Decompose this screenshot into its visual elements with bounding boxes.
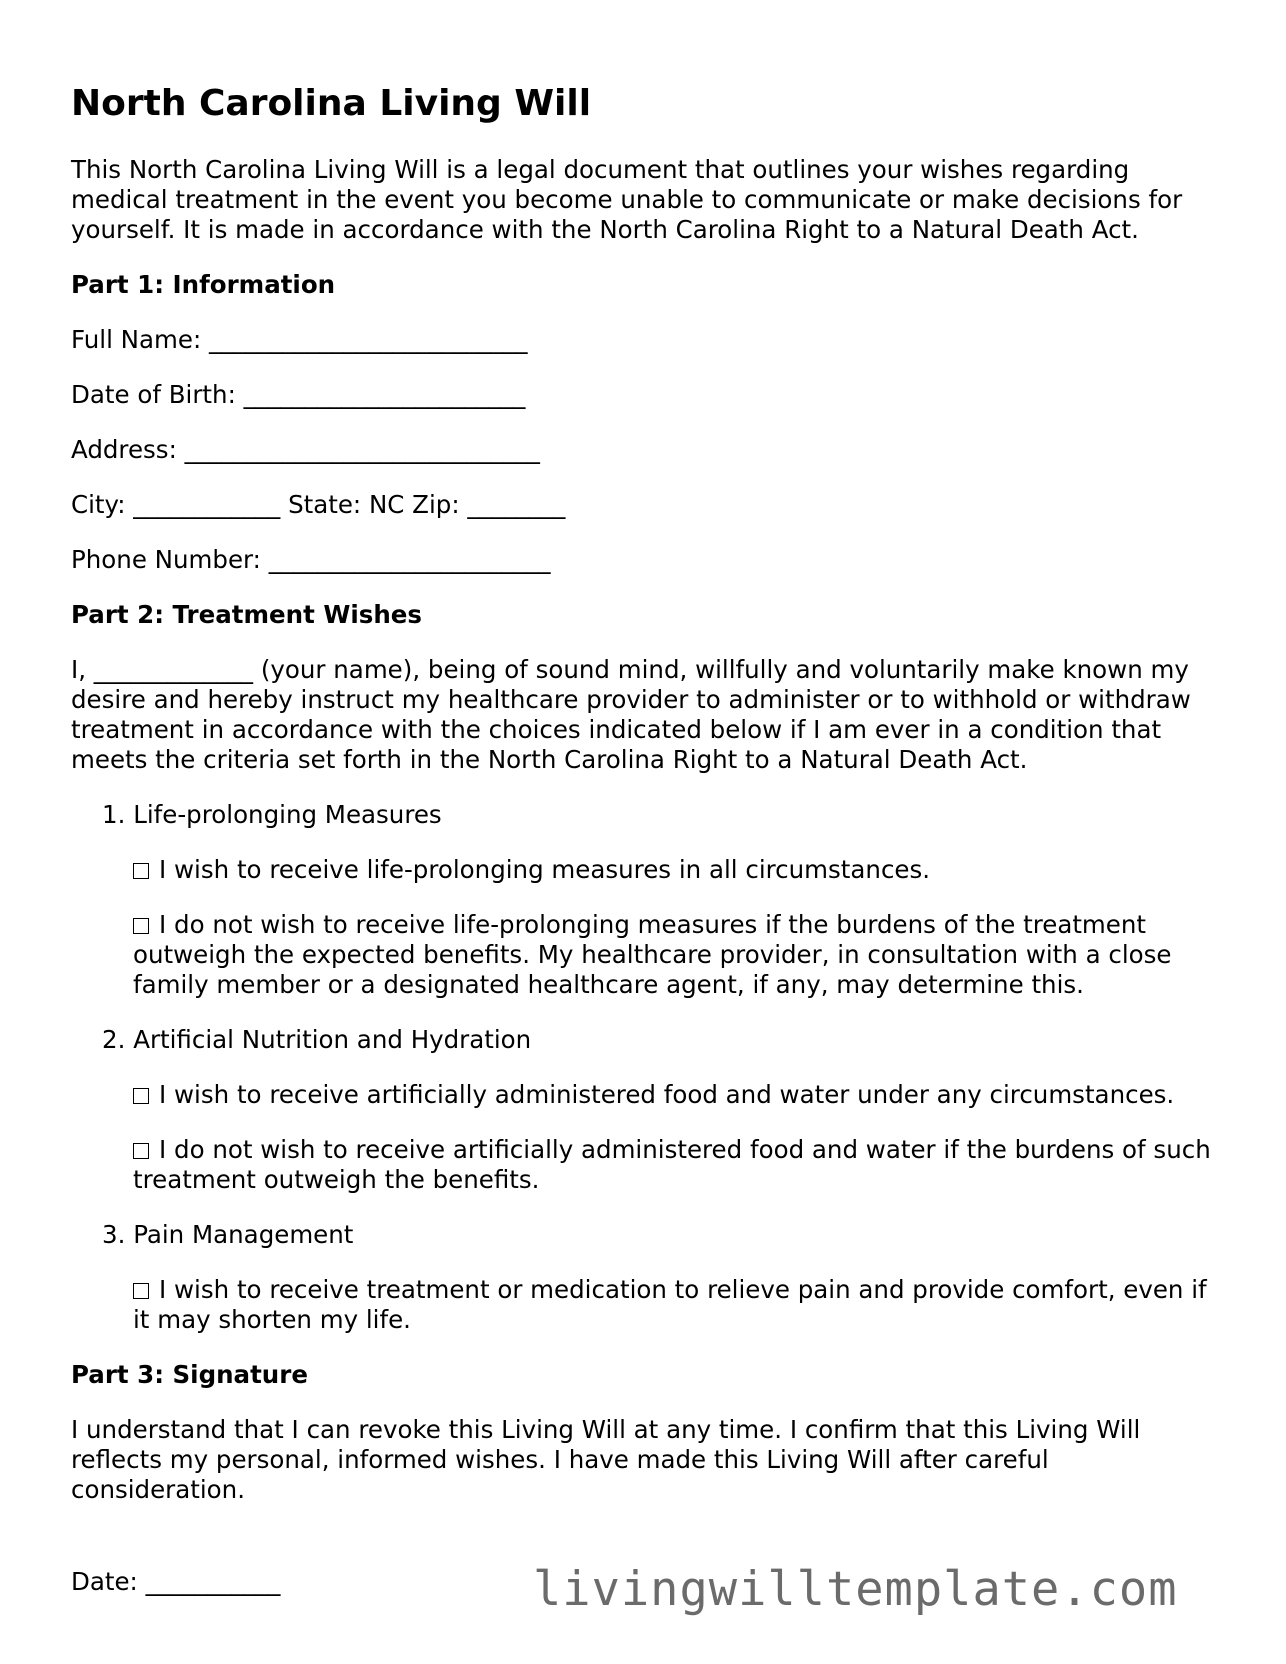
part1-heading: Part 1: Information bbox=[71, 270, 336, 300]
checkbox-icon[interactable] bbox=[133, 918, 149, 934]
option-text: I do not wish to receive artificially administered food and water if the burdens of such treatment outweigh the benefits. bbox=[133, 1135, 1211, 1195]
list-item bbox=[71, 800, 1221, 1000]
part2-heading: Part 2: Treatment Wishes bbox=[71, 600, 422, 630]
option-row bbox=[133, 1275, 1221, 1335]
full-name-field[interactable]: Full Name: __________________________ bbox=[71, 325, 528, 355]
list-item-number: 3. bbox=[102, 1220, 126, 1250]
list-item-number: 2. bbox=[102, 1025, 126, 1055]
list-item bbox=[71, 1025, 1221, 1195]
list-item-number: 1. bbox=[102, 800, 126, 830]
list-item bbox=[71, 1220, 1221, 1335]
address-field[interactable]: Address: _____________________________ bbox=[71, 435, 540, 465]
document-page bbox=[71, 82, 1221, 1530]
list-item-heading bbox=[71, 1025, 1221, 1055]
treatment-list bbox=[71, 800, 1221, 1335]
option-row bbox=[133, 1080, 1221, 1110]
list-item-title: Artificial Nutrition and Hydration bbox=[133, 1025, 532, 1055]
watermark: livingwilltemplate.com bbox=[533, 1562, 1178, 1617]
treatment-statement: I, _____________ (your name), being of sound mind, willfully and voluntarily make known my desire and hereby instruct my healthcare provider to administer or to withhold or withdraw treatment in accordance with the choices indicated below if I am ever in a condition that meets the criteria set forth in the North Carolina Right to a Natural Death Act. bbox=[71, 655, 1191, 775]
city-state-zip-field[interactable]: City: ____________ State: NC Zip: ________ bbox=[71, 490, 566, 520]
checkbox-icon[interactable] bbox=[133, 1143, 149, 1159]
option-text: I wish to receive life-prolonging measures in all circumstances. bbox=[159, 855, 931, 885]
date-field[interactable]: Date: ___________ bbox=[71, 1567, 281, 1596]
option-row bbox=[133, 1135, 1221, 1195]
list-item-title: Pain Management bbox=[133, 1220, 354, 1250]
list-item-heading bbox=[71, 800, 1221, 830]
option-text: I wish to receive artificially administered food and water under any circumstances. bbox=[159, 1080, 1175, 1110]
checkbox-icon[interactable] bbox=[133, 863, 149, 879]
document-title: North Carolina Living Will bbox=[71, 83, 592, 124]
dob-field[interactable]: Date of Birth: _______________________ bbox=[71, 380, 526, 410]
part3-heading: Part 3: Signature bbox=[71, 1360, 308, 1390]
list-item-heading bbox=[71, 1220, 1221, 1250]
intro-paragraph: This North Carolina Living Will is a legal document that outlines your wishes regarding medical treatment in the event you become unable to communicate or make decisions for yourself. It is made in accordance with the North Carolina Right to a Natural Death Act. bbox=[71, 155, 1183, 245]
signature-statement: I understand that I can revoke this Living Will at any time. I confirm that this Living Will reflects my personal, informed wishes. I have made this Living Will after careful consideration. bbox=[71, 1415, 1141, 1505]
option-row bbox=[133, 910, 1221, 1000]
option-text: I wish to receive treatment or medication to relieve pain and provide comfort, even if it may shorten my life. bbox=[133, 1275, 1207, 1335]
phone-field[interactable]: Phone Number: _______________________ bbox=[71, 545, 551, 575]
list-item-title: Life-prolonging Measures bbox=[133, 800, 442, 830]
option-row bbox=[133, 855, 1221, 885]
checkbox-icon[interactable] bbox=[133, 1088, 149, 1104]
checkbox-icon[interactable] bbox=[133, 1283, 149, 1299]
option-text: I do not wish to receive life-prolonging measures if the burdens of the treatment outweigh the expected benefits. My healthcare provider, in consultation with a close family member or a designated healthcare agent, if any, may determine this. bbox=[133, 910, 1172, 1000]
